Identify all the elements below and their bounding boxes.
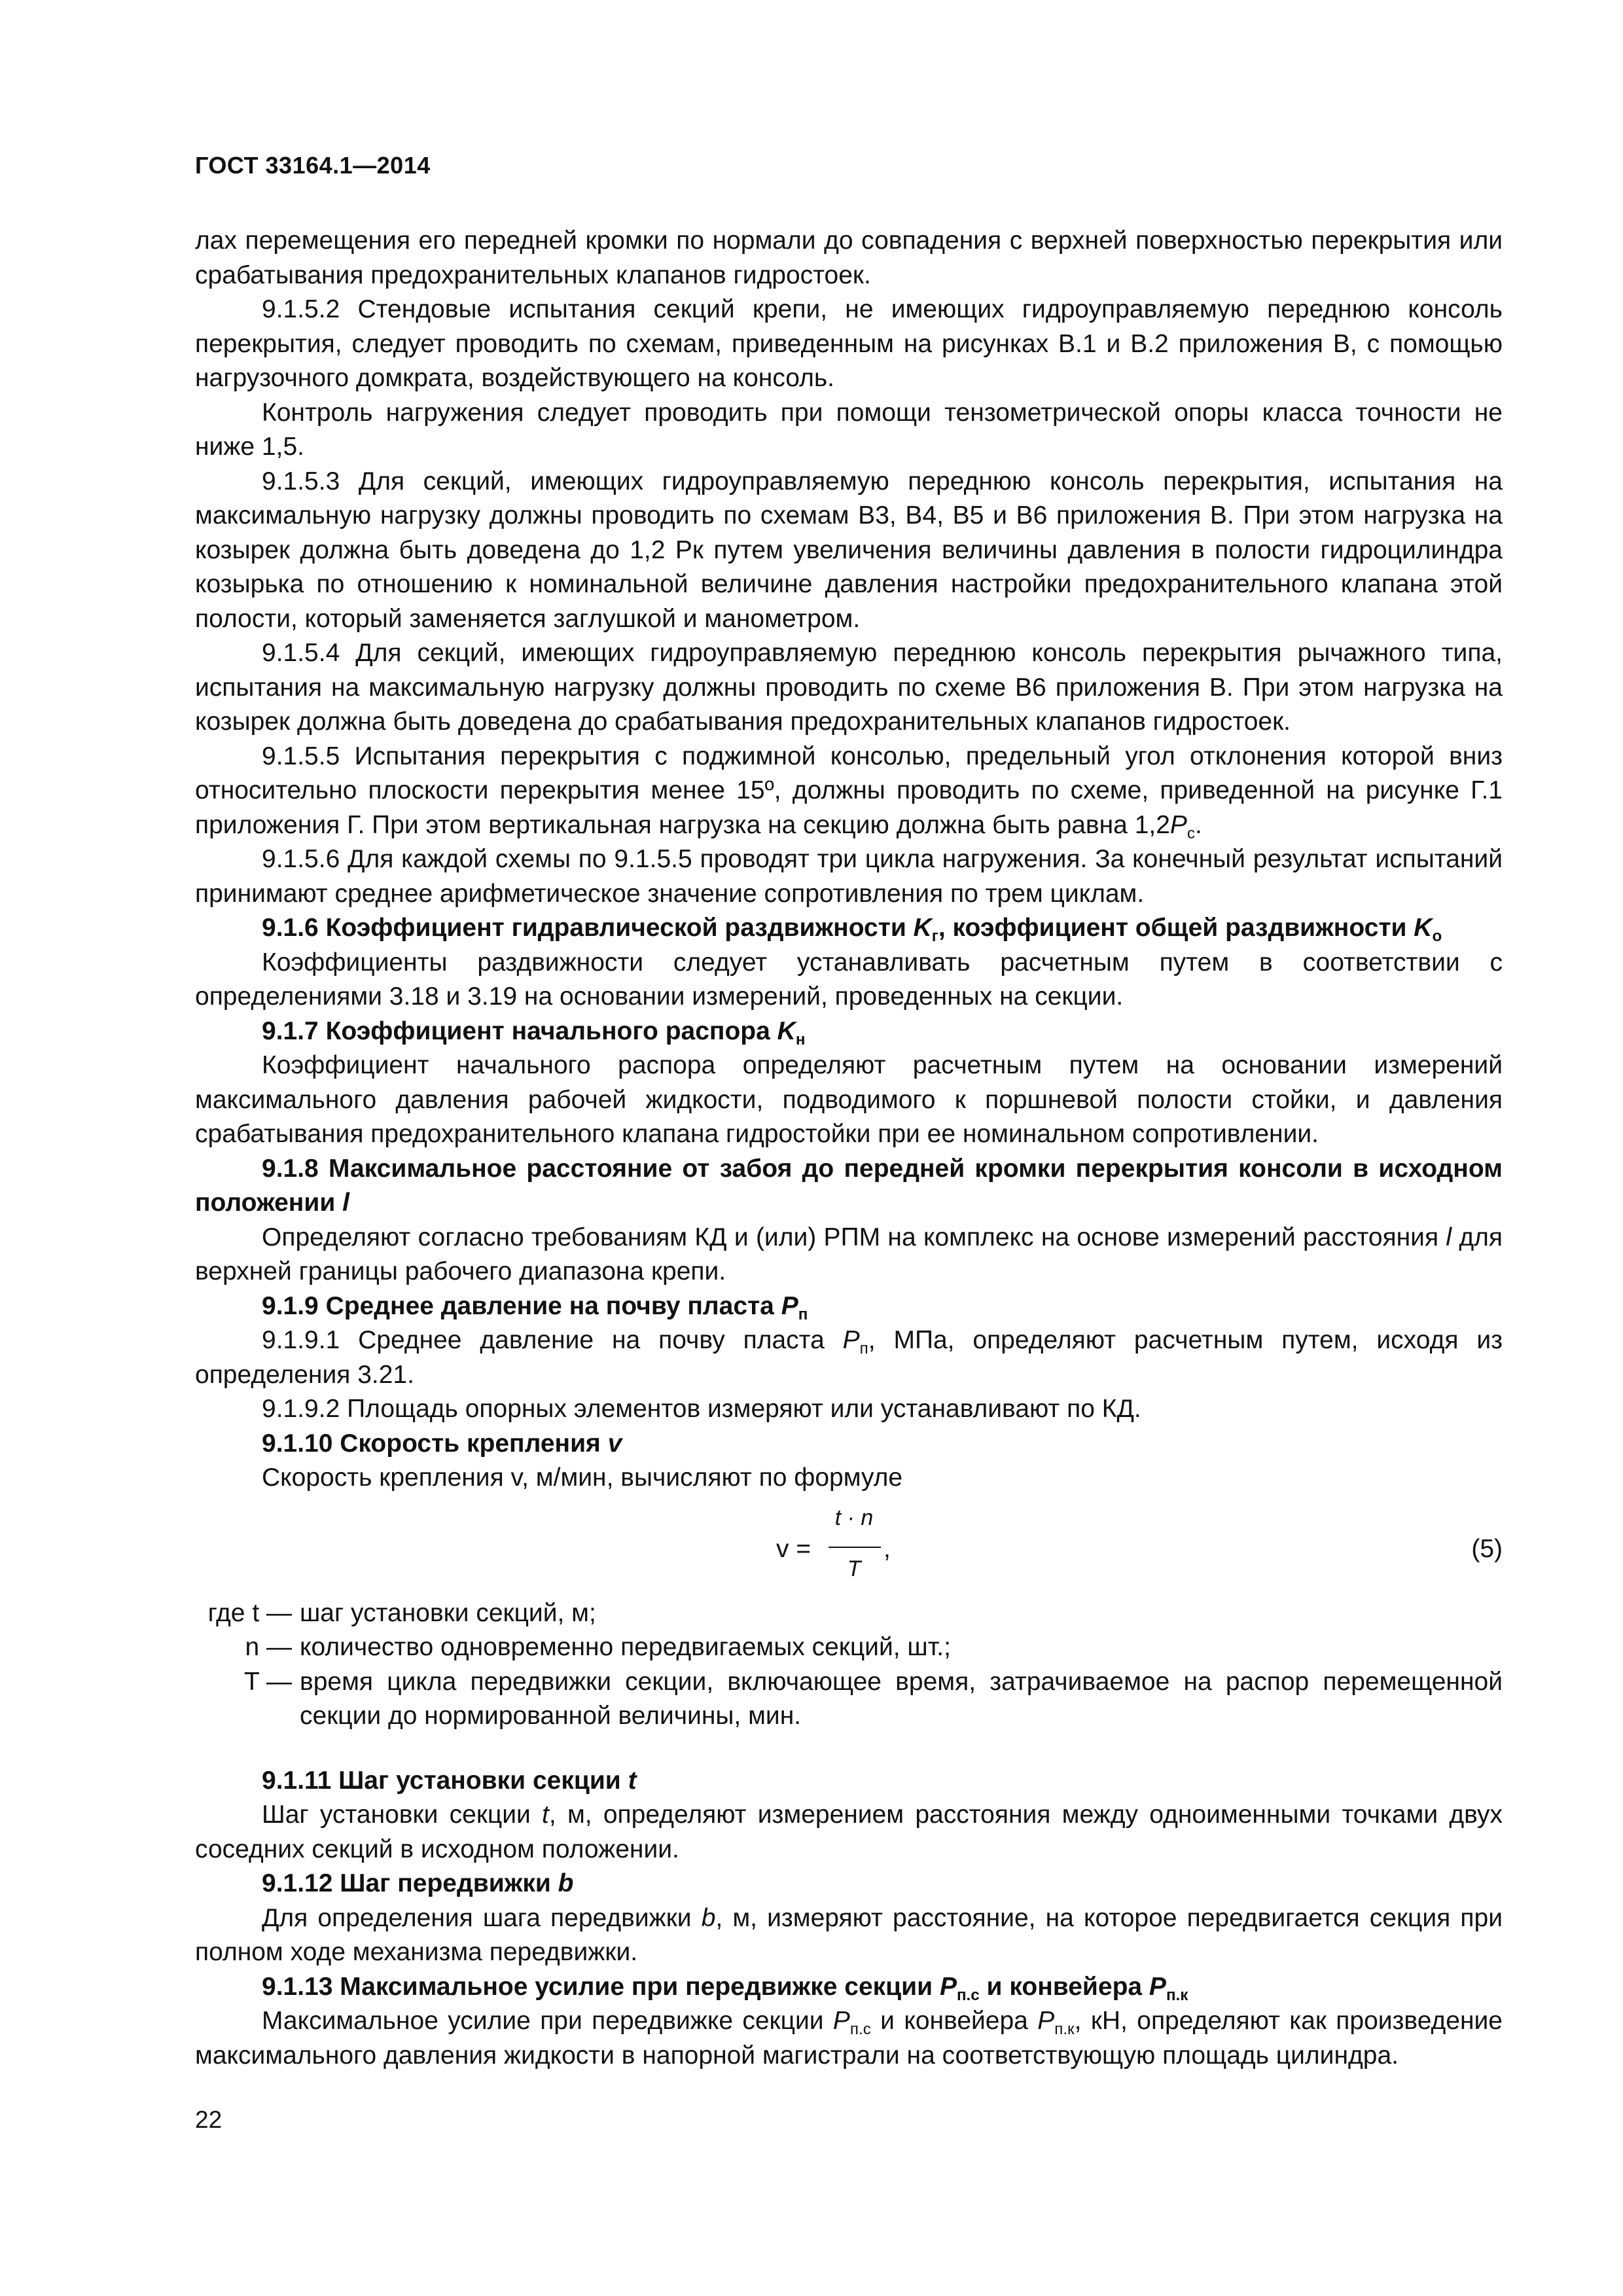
heading-9-1-6: 9.1.6 Коэффициент гидравлической раздвижности $K_г$, коэффициент общей раздвижности $K_о$: [262, 914, 1442, 946]
document-page: [195, 0, 1503, 2296]
heading-9-1-11: 9.1.11 Шаг установки секции t: [262, 1766, 637, 1795]
heading-9-1-7: 9.1.7 Коэффициент начального распора $K_н$: [262, 1016, 806, 1049]
document-body: [195, 224, 1503, 2073]
formula-5: [195, 1496, 1503, 1594]
legend-description: шаг установки секций, м;: [300, 1598, 596, 1627]
legend-description: количество одновременно передвигаемых секций, шт.;: [300, 1633, 951, 1661]
paragraph-9-1-5-5: 9.1.5.5 Испытания перекрытия с поджимной консолью, предельный угол отклонения которой вниз относительно плоскости перекрытия менее 15º, должны проводить по схеме, приведенной на рисунке Г.1 приложения Г. При этом вертикальная нагрузка на секцию должна быть равна $1,2P_с$.: [195, 742, 1503, 842]
paragraph-continuation: лах перемещения его передней кромки по нормали до совпадения с верхней поверхностью перекрытия или срабатывания предохранительных клапанов гидростоек.: [195, 226, 1503, 289]
paragraph-9-1-6-text: Коэффициенты раздвижности следует устанавливать расчетным путем в соответствии с определениями 3.18 и 3.19 на основании измерений, проведенных на секции.: [195, 948, 1503, 1011]
legend-row-T: [195, 1665, 1503, 1734]
heading-9-1-10: 9.1.10 Скорость крепления v: [262, 1429, 622, 1458]
paragraph-load-control: Контроль нагружения следует проводить при помощи тензометрической опоры класса точности не ниже 1,5.: [195, 398, 1503, 461]
paragraph-9-1-5-6: 9.1.5.6 Для каждой схемы по 9.1.5.5 проводят три цикла нагружения. За конечный результат испытаний принимают среднее арифметическое значение сопротивления по трем циклам.: [195, 845, 1503, 908]
paragraph-9-1-13-text: Максимальное усилие при передвижке секции $P_{п.с}$ и конвейера $P_{п.к}$, кН, определяют как произведение максимального давления жидкости в напорной магистрали на соответствующую площадь цилиндра.: [195, 2007, 1503, 2070]
paragraph-9-1-5-4: 9.1.5.4 Для секций, имеющих гидроуправляемую переднюю консоль перекрытия рычажного типа, испытания на максимальную нагрузку должны проводить по схеме В6 приложения В. При этом нагрузка на козырек должна быть доведена до срабатывания предохранительных клапанов гидростоек.: [195, 639, 1503, 736]
paragraph-9-1-9-1: 9.1.9.1 Среднее давление на почву пласта $P_п$, МПа, определяют расчетным путем, исходя из определения 3.21.: [195, 1326, 1503, 1389]
formula-fraction: [776, 1501, 1018, 1592]
legend-symbol: где t —: [207, 1598, 292, 1627]
legend-description: время цикла передвижки секции, включающее время, затрачиваемое на распор перемещенной секции до нормированной величины, мин.: [300, 1667, 1503, 1730]
paragraph-9-1-5-2: 9.1.5.2 Стендовые испытания секций крепи, не имеющих гидроуправляемую переднюю консоль перекрытия, следует проводить по схемам, приведенным на рисунках В.1 и В.2 приложения В, с помощью нагрузочного домкрата, воздействующего на консоль.: [195, 295, 1503, 392]
formula-number: (5): [1471, 1534, 1503, 1563]
legend-symbol: T —: [244, 1667, 292, 1696]
legend-row-n: [195, 1630, 1503, 1665]
paragraph-9-1-7-text: Коэффициент начального распора определяют расчетным путем на основании измерений максимального давления рабочей жидкости, подводимого к поршневой полости стойки, и давления срабатывания предохранительного клапана гидростойки при ее номинальном сопротивлении.: [195, 1051, 1503, 1148]
legend-row-t: [195, 1596, 1503, 1631]
page-number: 22: [195, 2106, 223, 2133]
paragraph-9-1-8-text: Определяют согласно требованиям КД и (или) РПМ на комплекс на основе измерений расстояния l для верхней границы рабочего диапазона крепи.: [195, 1223, 1503, 1285]
heading-9-1-8: 9.1.8 Максимальное расстояние от забоя до передней кромки перекрытия консоли в исходном положении l: [195, 1154, 1503, 1217]
paragraph-9-1-10-text: Скорость крепления v, м/мин, вычисляют по формуле: [262, 1463, 903, 1492]
heading-9-1-9: 9.1.9 Среднее давление на почву пласта $P_п$: [262, 1291, 808, 1323]
document-header: ГОСТ 33164.1—2014: [195, 152, 431, 179]
formula-comma: ,: [883, 1534, 891, 1563]
formula-denominator: T: [847, 1556, 861, 1581]
heading-9-1-12: 9.1.12 Шаг передвижки b: [262, 1869, 574, 1897]
spacer: [195, 1734, 1503, 1764]
paragraph-9-1-9-2: 9.1.9.2 Площадь опорных элементов измеряют или устанавливают по КД.: [262, 1395, 1141, 1423]
legend-symbol: n —: [245, 1633, 292, 1661]
formula-numerator: t · n: [834, 1505, 874, 1530]
formula-legend: [195, 1596, 1503, 1734]
fraction-bar: [829, 1547, 881, 1548]
paragraph-9-1-12-text: Для определения шага передвижки b, м, измеряют расстояние, на которое передвигается секция при полном ходе механизма передвижки.: [195, 1903, 1503, 1966]
paragraph-9-1-11-text: Шаг установки секции t, м, определяют измерением расстояния между одноименными точками двух соседних секций в исходном положении.: [195, 1801, 1503, 1863]
heading-9-1-13: 9.1.13 Максимальное усилие при передвижке секции $P_{п.с}$ и конвейера $P_{п.к}$: [262, 1972, 1188, 2004]
paragraph-9-1-5-3: 9.1.5.3 Для секций, имеющих гидроуправляемую переднюю консоль перекрытия, испытания на максимальную нагрузку должны проводить по схемам В3, В4, В5 и В6 приложения В. При этом нагрузка на козырек должна быть доведена до 1,2 Рк путем увеличения величины давления в полости гидроцилиндра козырька по отношению к номинальной величине давления настройки предохранительного клапана этой полости, который заменяется заглушкой и манометром.: [195, 467, 1503, 633]
formula-lhs: v =: [776, 1534, 812, 1563]
